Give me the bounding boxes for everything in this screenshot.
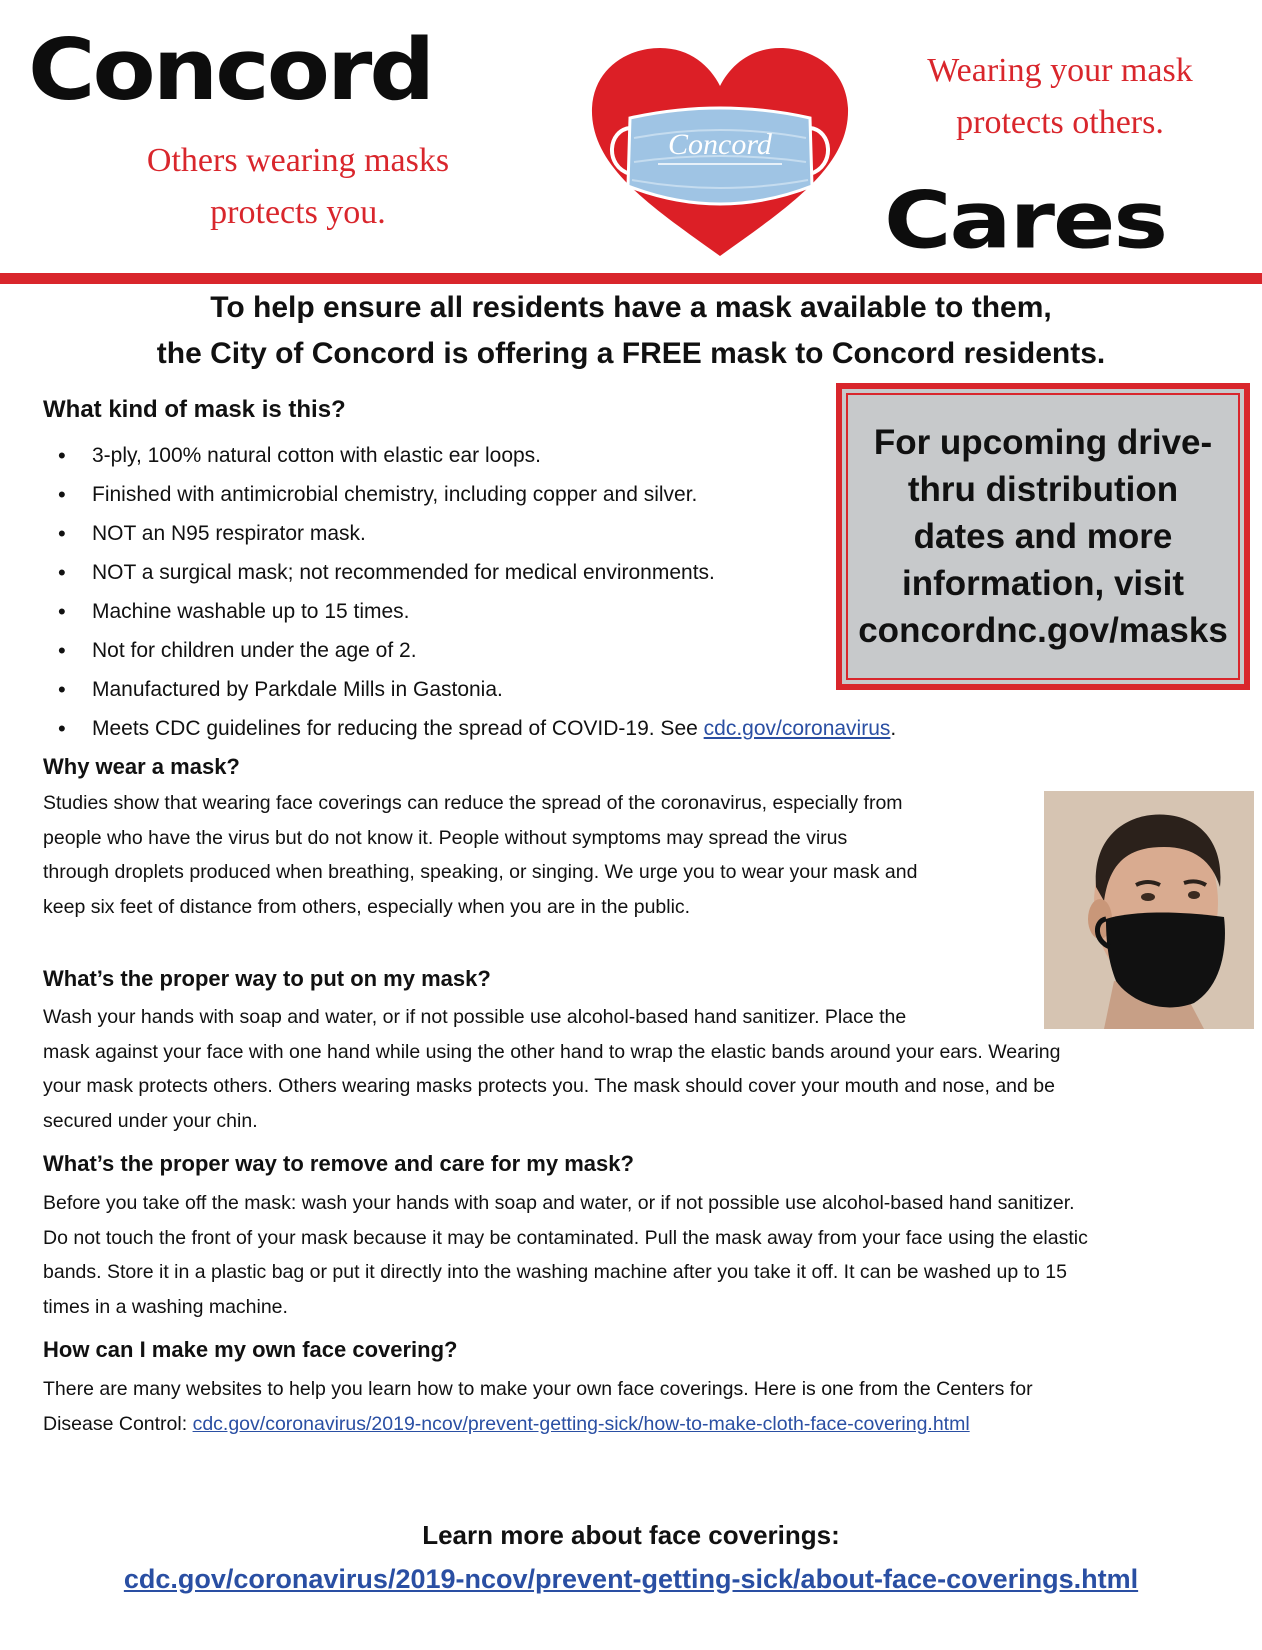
make-own-line1: There are many websites to help you learn how to make your own face coverings. Here is one from the Centers for: [43, 1378, 1033, 1400]
remove-line3: bands. Store it in a plastic bag or put it directly into the washing machine after you take it off. It can be washed up to 15: [43, 1261, 1067, 1283]
info-box-line4: information, visit: [902, 564, 1184, 603]
list-item: • NOT an N95 respirator mask.: [58, 514, 818, 553]
header-divider: [0, 273, 1262, 284]
info-box-line1: For upcoming drive-: [873, 423, 1213, 462]
left-tagline: [118, 135, 478, 239]
make-own-line2: [43, 1407, 1033, 1442]
put-on-line4: secured under your chin.: [43, 1109, 258, 1132]
cdc-coronavirus-link[interactable]: cdc.gov/coronavirus: [703, 717, 891, 740]
make-own-prefix: Disease Control:: [43, 1412, 193, 1435]
right-tagline-line1: Wearing your mask: [927, 52, 1193, 89]
list-item: • NOT a surgical mask; not recommended for medical environments.: [58, 553, 818, 592]
learn-more-link-wrap: [0, 1564, 1262, 1595]
right-tagline: [880, 45, 1240, 149]
why-line2: people who have the virus but do not know it. People without symptoms may spread the virus: [43, 826, 848, 849]
list-item: [58, 709, 897, 748]
right-tagline-line2: protects others.: [956, 104, 1164, 141]
about-face-coverings-link[interactable]: cdc.gov/coronavirus/2019-ncov/prevent-getting-sick/about-face-coverings.html: [123, 1564, 1139, 1594]
remove-line4: times in a washing machine.: [43, 1295, 288, 1318]
why-line1: Studies show that wearing face coverings can reduce the spread of the coronavirus, especially from: [43, 792, 903, 814]
make-own-paragraph: [43, 1372, 1033, 1441]
remove-line1: Before you take off the mask: wash your hands with soap and water, or if not possible use alcohol-based hand sanitizer.: [43, 1192, 1075, 1214]
cloth-face-covering-link[interactable]: cdc.gov/coronavirus/2019-ncov/prevent-getting-sick/how-to-make-cloth-face-covering.html: [192, 1412, 970, 1435]
intro-line2: the City of Concord is offering a FREE mask to Concord residents.: [156, 337, 1106, 370]
concord-title: Concord: [28, 20, 433, 120]
person-icon: [1044, 791, 1254, 1029]
put-on-line3: your mask protects others. Others wearing masks protects you. The mask should cover your mouth and nose, and be: [43, 1075, 1055, 1097]
intro-line1: To help ensure all residents have a mask available to them,: [210, 291, 1052, 324]
list-item: • Machine washable up to 15 times.: [58, 592, 818, 631]
why-heading: Why wear a mask?: [43, 754, 240, 779]
list-item: • 3-ply, 100% natural cotton with elastic ear loops.: [58, 436, 818, 475]
mask-features-list: [58, 436, 897, 748]
remove-paragraph: [43, 1186, 1088, 1324]
intro-text: [0, 285, 1262, 377]
heart-logo-text: Concord: [668, 128, 772, 161]
list-item: • Finished with antimicrobial chemistry, including copper and silver.: [58, 475, 818, 514]
put-on-heading: What’s the proper way to put on my mask?: [43, 966, 491, 991]
list-item-end: .: [890, 717, 897, 740]
heart-icon: [590, 46, 850, 262]
info-box-text: [840, 419, 1246, 654]
list-item: • Not for children under the age of 2.: [58, 631, 818, 670]
info-box-line3: dates and more: [913, 517, 1173, 556]
left-tagline-line2: protects you.: [210, 194, 386, 231]
put-on-line2: mask against your face with one hand while using the other hand to wrap the elastic bands around your ears. Wearing: [43, 1040, 1061, 1063]
distribution-info-box: [836, 383, 1250, 690]
put-on-paragraph: [43, 1000, 1061, 1138]
heart-mask-logo: [590, 46, 850, 262]
why-line4: keep six feet of distance from others, especially when you are in the public.: [43, 895, 691, 918]
remove-line2: Do not touch the front of your mask because it may be contaminated. Pull the mask away from your face using the elastic: [43, 1226, 1088, 1249]
remove-heading: What’s the proper way to remove and care for my mask?: [43, 1151, 634, 1176]
left-tagline-line1: Others wearing masks: [146, 142, 450, 179]
put-on-line1: Wash your hands with soap and water, or if not possible use alcohol-based hand sanitizer. Place the: [43, 1006, 907, 1028]
why-paragraph: [43, 786, 917, 924]
make-own-heading: How can I make my own face covering?: [43, 1337, 458, 1362]
info-box-line5: concordnc.gov/masks: [858, 611, 1228, 650]
info-box-line2: thru distribution: [907, 470, 1179, 509]
list-item-text: Meets CDC guidelines for reducing the spread of COVID-19. See: [92, 717, 704, 740]
list-item: • Manufactured by Parkdale Mills in Gastonia.: [58, 670, 818, 709]
cares-title: Cares: [884, 175, 1167, 267]
learn-more-title: Learn more about face coverings:: [422, 1520, 840, 1550]
mask-section-heading: What kind of mask is this?: [43, 396, 346, 423]
man-wearing-mask-photo: [1044, 791, 1254, 1029]
why-line3: through droplets produced when breathing, speaking, or singing. We urge you to wear your mask and: [43, 861, 918, 883]
